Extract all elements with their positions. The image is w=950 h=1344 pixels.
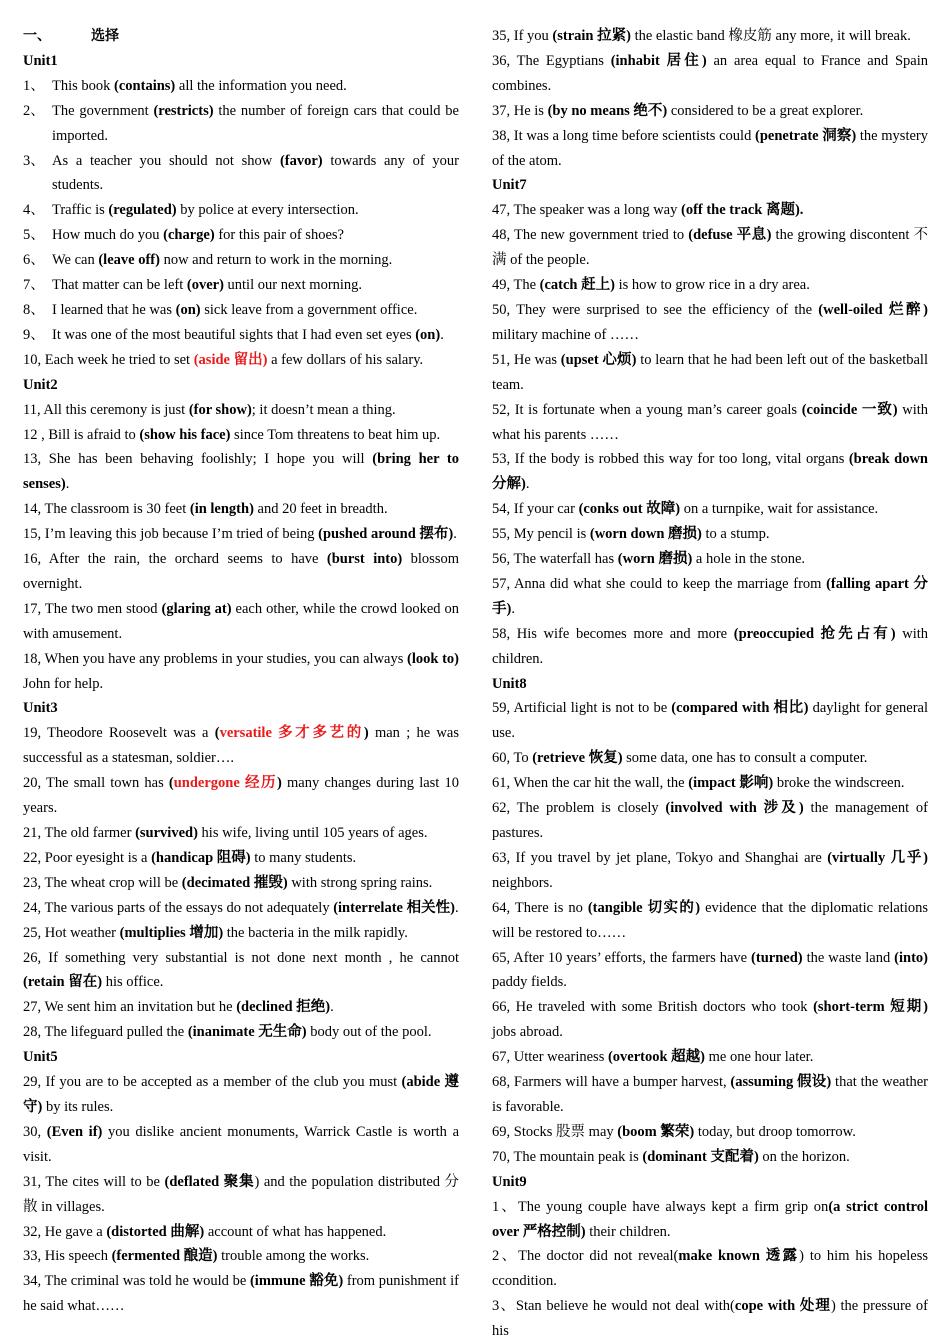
question-item <box>23 871 459 896</box>
question-item <box>492 1120 928 1145</box>
answer-phrase: (by no means 绝不) <box>547 102 668 119</box>
question-text: 66, He traveled with some British doctors who took <box>492 999 814 1016</box>
question-text: 56, The waterfall has <box>492 551 618 568</box>
question-item <box>492 24 928 49</box>
question-item <box>492 1045 928 1070</box>
question-text: with what his parents …… <box>492 401 928 443</box>
question-item <box>492 398 928 448</box>
answer-phrase: ( <box>168 775 174 792</box>
question-number: 1、 <box>23 77 45 94</box>
question-text: blossom overnight. <box>23 551 459 592</box>
question-number: 4、 <box>23 202 45 219</box>
question-text: his office. <box>102 974 164 991</box>
question-item <box>492 995 928 1045</box>
question-text: man ; he was successful as a statesman, soldier…. <box>23 725 459 767</box>
answer-phrase: (off the track 离题). <box>680 202 804 219</box>
question-item <box>23 1220 459 1245</box>
question-text: 18, When you have any problems in your studies, you can always <box>23 650 408 667</box>
question-text: 15, I’m leaving this job because I’m tried of being <box>23 526 319 543</box>
question-item <box>23 74 459 99</box>
question-text: 14, The classroom is 30 feet <box>23 501 190 518</box>
question-text: 22, Poor eyesight is a <box>23 849 152 866</box>
question-text: the growing discontent 不满 of the people. <box>492 227 928 269</box>
question-text: We can <box>52 252 99 269</box>
answer-phrase: ( <box>214 725 220 742</box>
question-item <box>23 99 459 149</box>
question-text: 47, The speaker was a long way <box>492 202 681 219</box>
question-text: 13, She has been behaving foolishly; I hope you will <box>23 451 373 468</box>
question-text: by police at every intersection. <box>176 202 359 219</box>
answer-phrase: (retrieve 恢复) <box>532 750 623 767</box>
question-text: 36, The Egyptians <box>492 52 611 69</box>
question-item <box>23 1244 459 1269</box>
question-text: military machine of …… <box>492 326 639 343</box>
question-text: and 20 feet in breadth. <box>253 501 388 518</box>
question-number: 8、 <box>23 301 45 318</box>
unit-heading: Unit1 <box>23 52 58 69</box>
question-item <box>492 547 928 572</box>
question-text: 61, When the car hit the wall, the <box>492 775 689 792</box>
answer-phrase: (restricts) <box>153 102 214 119</box>
answer-phrase: (survived) <box>135 825 198 841</box>
question-text: 70, The mountain peak is <box>492 1148 643 1165</box>
answer-phrase: (declined 拒绝) <box>236 999 331 1016</box>
question-text: 69, Stocks 股票 may <box>492 1123 618 1140</box>
answer-phrase: (deflated 聚集 <box>164 1173 255 1190</box>
question-item <box>23 771 459 821</box>
question-text: 51, He was <box>492 351 561 368</box>
question-text: I learned that he was <box>52 301 176 318</box>
question-text: 35, If you <box>492 28 553 44</box>
question-text: 60, To <box>492 750 533 767</box>
answer-phrase: (handicap 阻碍) <box>151 849 251 866</box>
question-item <box>492 896 928 946</box>
question-item <box>23 1170 459 1220</box>
question-text: . <box>65 476 70 493</box>
question-text: 34, The criminal was told he would be <box>23 1273 250 1290</box>
question-text: This book <box>52 77 115 94</box>
question-text: . <box>453 526 457 543</box>
question-text: 29, If you are to be accepted as a member of the club you must <box>23 1074 402 1091</box>
answer-phrase: (contains) <box>114 77 176 94</box>
question-item <box>492 348 928 398</box>
answer-phrase: (overtook 超越) <box>607 1049 706 1066</box>
question-item <box>23 323 459 348</box>
answer-phrase: (preoccupied 抢先占有) <box>733 625 896 642</box>
question-text: 19, Theodore Roosevelt was a <box>23 725 215 742</box>
question-item <box>492 49 928 99</box>
question-item <box>492 223 928 273</box>
answer-phrase: (into) <box>894 949 928 966</box>
question-text: John for help. <box>23 675 104 692</box>
question-text: their children. <box>585 1223 671 1240</box>
answer-phrase: (for show) <box>188 401 252 418</box>
question-item <box>23 198 459 223</box>
question-text: 38, It was a long time before scientists could <box>492 127 755 144</box>
answer-phrase: (upset 心烦) <box>560 351 637 368</box>
answer-phrase: (worn 磨损) <box>617 551 693 568</box>
question-number: 9、 <box>23 326 45 343</box>
answer-phrase: (bring her to senses) <box>23 451 459 493</box>
answer-phrase: (inhabit 居住) <box>610 52 707 69</box>
question-item <box>23 1020 459 1045</box>
question-text: on the horizon. <box>758 1148 850 1165</box>
question-text: from punishment if he said what…… <box>23 1273 459 1315</box>
question-number: 7、 <box>23 277 45 294</box>
question-item <box>492 447 928 497</box>
question-text: Traffic is <box>52 202 109 219</box>
answer-phrase: (short-term 短期) <box>813 999 928 1016</box>
answer-phrase: (interrelate 相关性) <box>333 899 455 916</box>
question-text: on a turnpike, wait for assistance. <box>680 501 879 518</box>
section-number: 一、 <box>23 28 51 44</box>
answer-phrase: (strain 拉紧) <box>552 28 631 44</box>
answer-phrase-highlight: (aside 留出) <box>193 351 268 368</box>
question-text: 11, All this ceremony is just <box>23 401 189 418</box>
question-text: ; it doesn’t mean a thing. <box>251 401 396 418</box>
question-text: a few dollars of his salary. <box>267 351 424 368</box>
answer-phrase: (show his face) <box>139 426 231 443</box>
question-text: The government <box>52 102 154 119</box>
answer-phrase: (favor) <box>279 152 323 169</box>
unit-heading: Unit9 <box>492 1173 527 1190</box>
question-item <box>23 1120 459 1170</box>
question-item <box>492 771 928 796</box>
question-text: daylight for general use. <box>492 700 929 742</box>
question-text: now and return to work in the morning. <box>159 252 393 269</box>
question-item <box>23 522 459 547</box>
question-text: to learn that he had been left out of the basketball team. <box>492 351 928 393</box>
question-text: that the weather is favorable. <box>492 1074 928 1115</box>
question-item <box>23 896 459 921</box>
question-text: many changes during last 10 years. <box>23 775 459 817</box>
question-text: with children. <box>492 625 928 667</box>
answer-phrase: (regulated) <box>108 202 177 219</box>
answer-phrase: (tangible 切实的) <box>587 899 701 916</box>
question-text: That matter can be left <box>52 277 187 294</box>
question-text: a hole in the stone. <box>692 551 806 568</box>
question-text: for this pair of shoes? <box>214 227 344 244</box>
question-item <box>23 348 459 373</box>
answer-phrase: (pushed around 摆布) <box>318 526 454 543</box>
question-text: 28, The lifeguard pulled the <box>23 1024 188 1041</box>
question-item <box>492 1195 928 1245</box>
question-text: by its rules. <box>42 1098 114 1115</box>
answer-phrase: (compared with 相比) <box>671 700 809 717</box>
question-item <box>23 149 459 199</box>
answer-phrase: (defuse 平息) <box>688 227 772 244</box>
question-text: How much do you <box>52 227 164 244</box>
question-text: some data, one has to consult a computer. <box>622 750 868 767</box>
question-text: trouble among the works. <box>217 1248 370 1265</box>
question-item <box>23 647 459 697</box>
question-text: 20, The small town has <box>23 775 169 792</box>
question-item <box>492 572 928 622</box>
answer-phrase: (on) <box>415 326 441 343</box>
question-text: the waste land <box>802 949 895 966</box>
answer-phrase: (immune 豁免) <box>249 1273 344 1290</box>
question-item <box>492 946 928 996</box>
question-item <box>23 946 459 996</box>
question-text: an area equal to France and Spain combines. <box>492 52 928 94</box>
answer-phrase: (glaring at) <box>161 600 232 617</box>
question-text: 57, Anna did what she could to keep the marriage from <box>492 575 827 592</box>
question-text: 24, The various parts of the essays do not adequately <box>23 899 334 916</box>
question-text: 63, If you travel by jet plane, Tokyo and Shanghai are <box>492 849 828 866</box>
question-text: towards any of your students. <box>52 152 459 194</box>
question-text: body out of the pool. <box>306 1024 432 1041</box>
question-item <box>492 1145 928 1170</box>
question-text: all the information you need. <box>175 77 347 94</box>
question-item <box>23 273 459 298</box>
question-text: 32, He gave a <box>23 1223 107 1240</box>
question-item <box>492 746 928 771</box>
answer-phrase: ) <box>277 775 282 792</box>
question-item <box>492 522 928 547</box>
question-text: 67, Utter weariness <box>492 1049 608 1066</box>
answer-phrase: (inanimate 无生命) <box>187 1024 307 1041</box>
question-text: sick leave from a government office. <box>200 301 418 318</box>
question-item <box>23 597 459 647</box>
question-item <box>492 846 928 896</box>
question-text: the number of foreign cars that could be imported. <box>52 102 459 144</box>
question-text: . <box>330 999 334 1016</box>
question-text: you dislike ancient monuments, Warrick Castle is worth a visit. <box>23 1123 460 1165</box>
question-text: the bacteria in the milk rapidly. <box>223 924 408 941</box>
question-item <box>23 423 459 448</box>
question-text: neighbors. <box>492 874 553 891</box>
answer-phrase: (assuming 假设) <box>730 1074 832 1091</box>
answer-phrase: (break down 分解) <box>492 451 928 493</box>
question-item <box>492 99 928 124</box>
question-text: me one hour later. <box>705 1049 814 1066</box>
question-item <box>23 497 459 522</box>
question-text: the mystery of the atom. <box>492 127 928 169</box>
unit-heading: Unit8 <box>492 675 527 692</box>
answer-phrase: (charge) <box>163 227 215 244</box>
question-text: until our next morning. <box>223 277 363 294</box>
question-text: 64, There is no <box>492 899 588 916</box>
question-text: the elastic band 橡皮筋 any more, it will break. <box>630 28 911 44</box>
question-text: 68, Farmers will have a bumper harvest, <box>492 1074 731 1091</box>
question-item <box>23 447 459 497</box>
question-item <box>23 846 459 871</box>
question-text: paddy fields. <box>492 974 567 991</box>
question-text: 12 , Bill is afraid to <box>23 426 140 443</box>
question-text: 52, It is fortunate when a young man’s career goals <box>492 401 802 418</box>
answer-phrase: (look to) <box>407 650 459 667</box>
question-number: 5、 <box>23 227 45 244</box>
section-heading <box>23 24 459 49</box>
answer-phrase: (a strict control over 严格控制) <box>492 1198 928 1240</box>
question-number: 3、 <box>23 152 45 169</box>
question-item <box>492 298 928 348</box>
question-text: 1、The young couple have always kept a firm grip on <box>492 1198 829 1215</box>
answer-phrase: (Even if) <box>46 1123 103 1140</box>
question-text: 21, The old farmer <box>23 825 136 841</box>
question-item <box>492 1294 928 1344</box>
question-text: 49, The <box>492 277 540 294</box>
question-number: 6、 <box>23 252 45 269</box>
answer-phrase: (retain 留在) <box>23 974 103 991</box>
question-item <box>492 124 928 174</box>
question-item <box>492 1244 928 1294</box>
question-text: 10, Each week he tried to set <box>23 351 194 368</box>
question-text: with strong spring rains. <box>287 874 433 891</box>
question-text: 62, The problem is closely <box>492 800 666 817</box>
question-item <box>23 1070 459 1120</box>
question-text: to many students. <box>250 849 357 866</box>
question-text: 27, We sent him an invitation but he <box>23 999 237 1016</box>
question-text: 23, The wheat crop will be <box>23 874 182 891</box>
question-item <box>492 1070 928 1120</box>
question-item <box>492 497 928 522</box>
answer-phrase: (leave off) <box>98 252 160 269</box>
answer-phrase: (abide 遵守) <box>23 1074 459 1115</box>
question-text: . <box>525 476 530 493</box>
unit-heading: Unit3 <box>23 700 58 717</box>
answer-phrase: (falling apart 分手) <box>492 575 929 617</box>
question-item <box>23 821 459 846</box>
answer-phrase: make known 透露 <box>678 1248 800 1265</box>
question-text: to a stump. <box>701 526 770 543</box>
answer-phrase: (decimated 摧毁) <box>181 874 288 891</box>
question-text: the management of pastures. <box>492 800 928 841</box>
question-text: 31, The cites will to be <box>23 1173 165 1190</box>
question-text: 58, His wife becomes more and more <box>492 625 734 642</box>
question-text: As a teacher you should not show <box>52 152 280 169</box>
answer-phrase: (catch 赶上) <box>539 277 615 294</box>
question-text: ) to him his hopeless ccondition. <box>492 1248 929 1290</box>
question-item <box>23 223 459 248</box>
answer-phrase: (on) <box>175 301 201 318</box>
question-item <box>23 995 459 1020</box>
answer-phrase: ) <box>363 725 369 742</box>
answer-phrase: (turned) <box>751 949 803 966</box>
question-text: 54, If your car <box>492 501 579 518</box>
question-text: 17, The two men stood <box>23 600 162 617</box>
question-text: account of what has happened. <box>204 1223 387 1240</box>
question-item <box>492 622 928 672</box>
question-text: 53, If the body is robbed this way for too long, vital organs <box>492 451 849 468</box>
question-item <box>23 248 459 273</box>
section-label: 选择 <box>91 28 119 44</box>
question-text: 33, His speech <box>23 1248 112 1265</box>
question-text: . <box>454 899 459 916</box>
question-text: each other, while the crowd looked on with amusement. <box>23 600 460 642</box>
answer-phrase: (boom 繁荣) <box>617 1123 695 1140</box>
question-item <box>23 921 459 946</box>
question-text: 16, After the rain, the orchard seems to have <box>23 551 327 568</box>
question-text: broke the windscreen. <box>773 775 905 792</box>
question-text: ) the pressure of his <box>492 1298 928 1340</box>
question-text: evidence that the diplomatic relations will be restored to…… <box>492 899 928 941</box>
unit-heading: Unit2 <box>23 376 58 393</box>
question-number: 2、 <box>23 102 45 119</box>
question-text: is how to grow rice in a dry area. <box>614 277 810 294</box>
question-text: 37, He is <box>492 102 548 119</box>
question-text: since Tom threatens to beat him up. <box>230 426 441 443</box>
answer-phrase: (over) <box>186 277 224 294</box>
question-text: 26, If something very substantial is not done next month , he cannot <box>23 949 459 966</box>
question-text: jobs abroad. <box>492 1024 563 1041</box>
question-item <box>492 198 928 223</box>
right-column <box>492 24 928 1344</box>
answer-phrase-highlight: undergone 经历 <box>173 775 277 792</box>
answer-phrase: (coincide 一致) <box>801 401 898 418</box>
answer-phrase: (in length) <box>189 501 254 518</box>
answer-phrase: cope with 处理 <box>734 1298 831 1315</box>
answer-phrase: (distorted 曲解) <box>106 1223 205 1240</box>
question-item <box>492 273 928 298</box>
answer-phrase: (multiplies 增加) <box>119 924 224 941</box>
answer-phrase: (virtually 几乎) <box>827 849 928 866</box>
question-item <box>23 547 459 597</box>
question-text: 25, Hot weather <box>23 924 120 941</box>
unit-heading: Unit5 <box>23 1049 58 1066</box>
answer-phrase: (impact 影响) <box>688 775 774 792</box>
question-text: 50, They were surprised to see the efficiency of the <box>492 301 819 318</box>
question-text: 2、The doctor did not reveal( <box>492 1248 679 1265</box>
answer-phrase: (burst into) <box>326 551 403 568</box>
answer-phrase: (dominant 支配着) <box>642 1148 759 1165</box>
question-text: It was one of the most beautiful sights that I had even set eyes <box>52 326 416 343</box>
unit-heading: Unit7 <box>492 177 527 194</box>
question-item <box>492 796 928 846</box>
answer-phrase: (worn down 磨损) <box>589 526 702 543</box>
question-item <box>23 298 459 323</box>
question-text: 48, The new government tried to <box>492 227 689 244</box>
question-text: today, but droop tomorrow. <box>694 1123 856 1140</box>
question-text: 59, Artificial light is not to be <box>492 700 672 717</box>
question-item <box>23 721 459 771</box>
question-text: his wife, living until 105 years of ages. <box>197 825 428 841</box>
answer-phrase: (fermented 酿造) <box>111 1248 218 1265</box>
question-text: . <box>440 326 444 343</box>
question-item <box>23 398 459 423</box>
answer-phrase: (conks out 故障) <box>578 501 681 518</box>
left-column <box>23 24 459 1319</box>
answer-phrase: (penetrate 洞察) <box>755 127 857 144</box>
answer-phrase-highlight: versatile 多才多艺的 <box>219 725 364 742</box>
question-text: 55, My pencil is <box>492 526 590 543</box>
question-text: . <box>511 600 515 617</box>
question-text: ) and the population distributed 分散 in villages. <box>23 1173 460 1215</box>
question-text: considered to be a great explorer. <box>667 102 864 119</box>
answer-phrase: (involved with 涉及) <box>665 800 804 817</box>
question-item <box>23 1269 459 1319</box>
question-text: 30, <box>23 1123 47 1140</box>
question-item <box>492 696 928 746</box>
answer-phrase: (well-oiled 烂醉) <box>818 301 928 318</box>
question-text: 65, After 10 years’ efforts, the farmers have <box>492 949 752 966</box>
question-text: 3、Stan believe he would not deal with( <box>492 1298 735 1315</box>
